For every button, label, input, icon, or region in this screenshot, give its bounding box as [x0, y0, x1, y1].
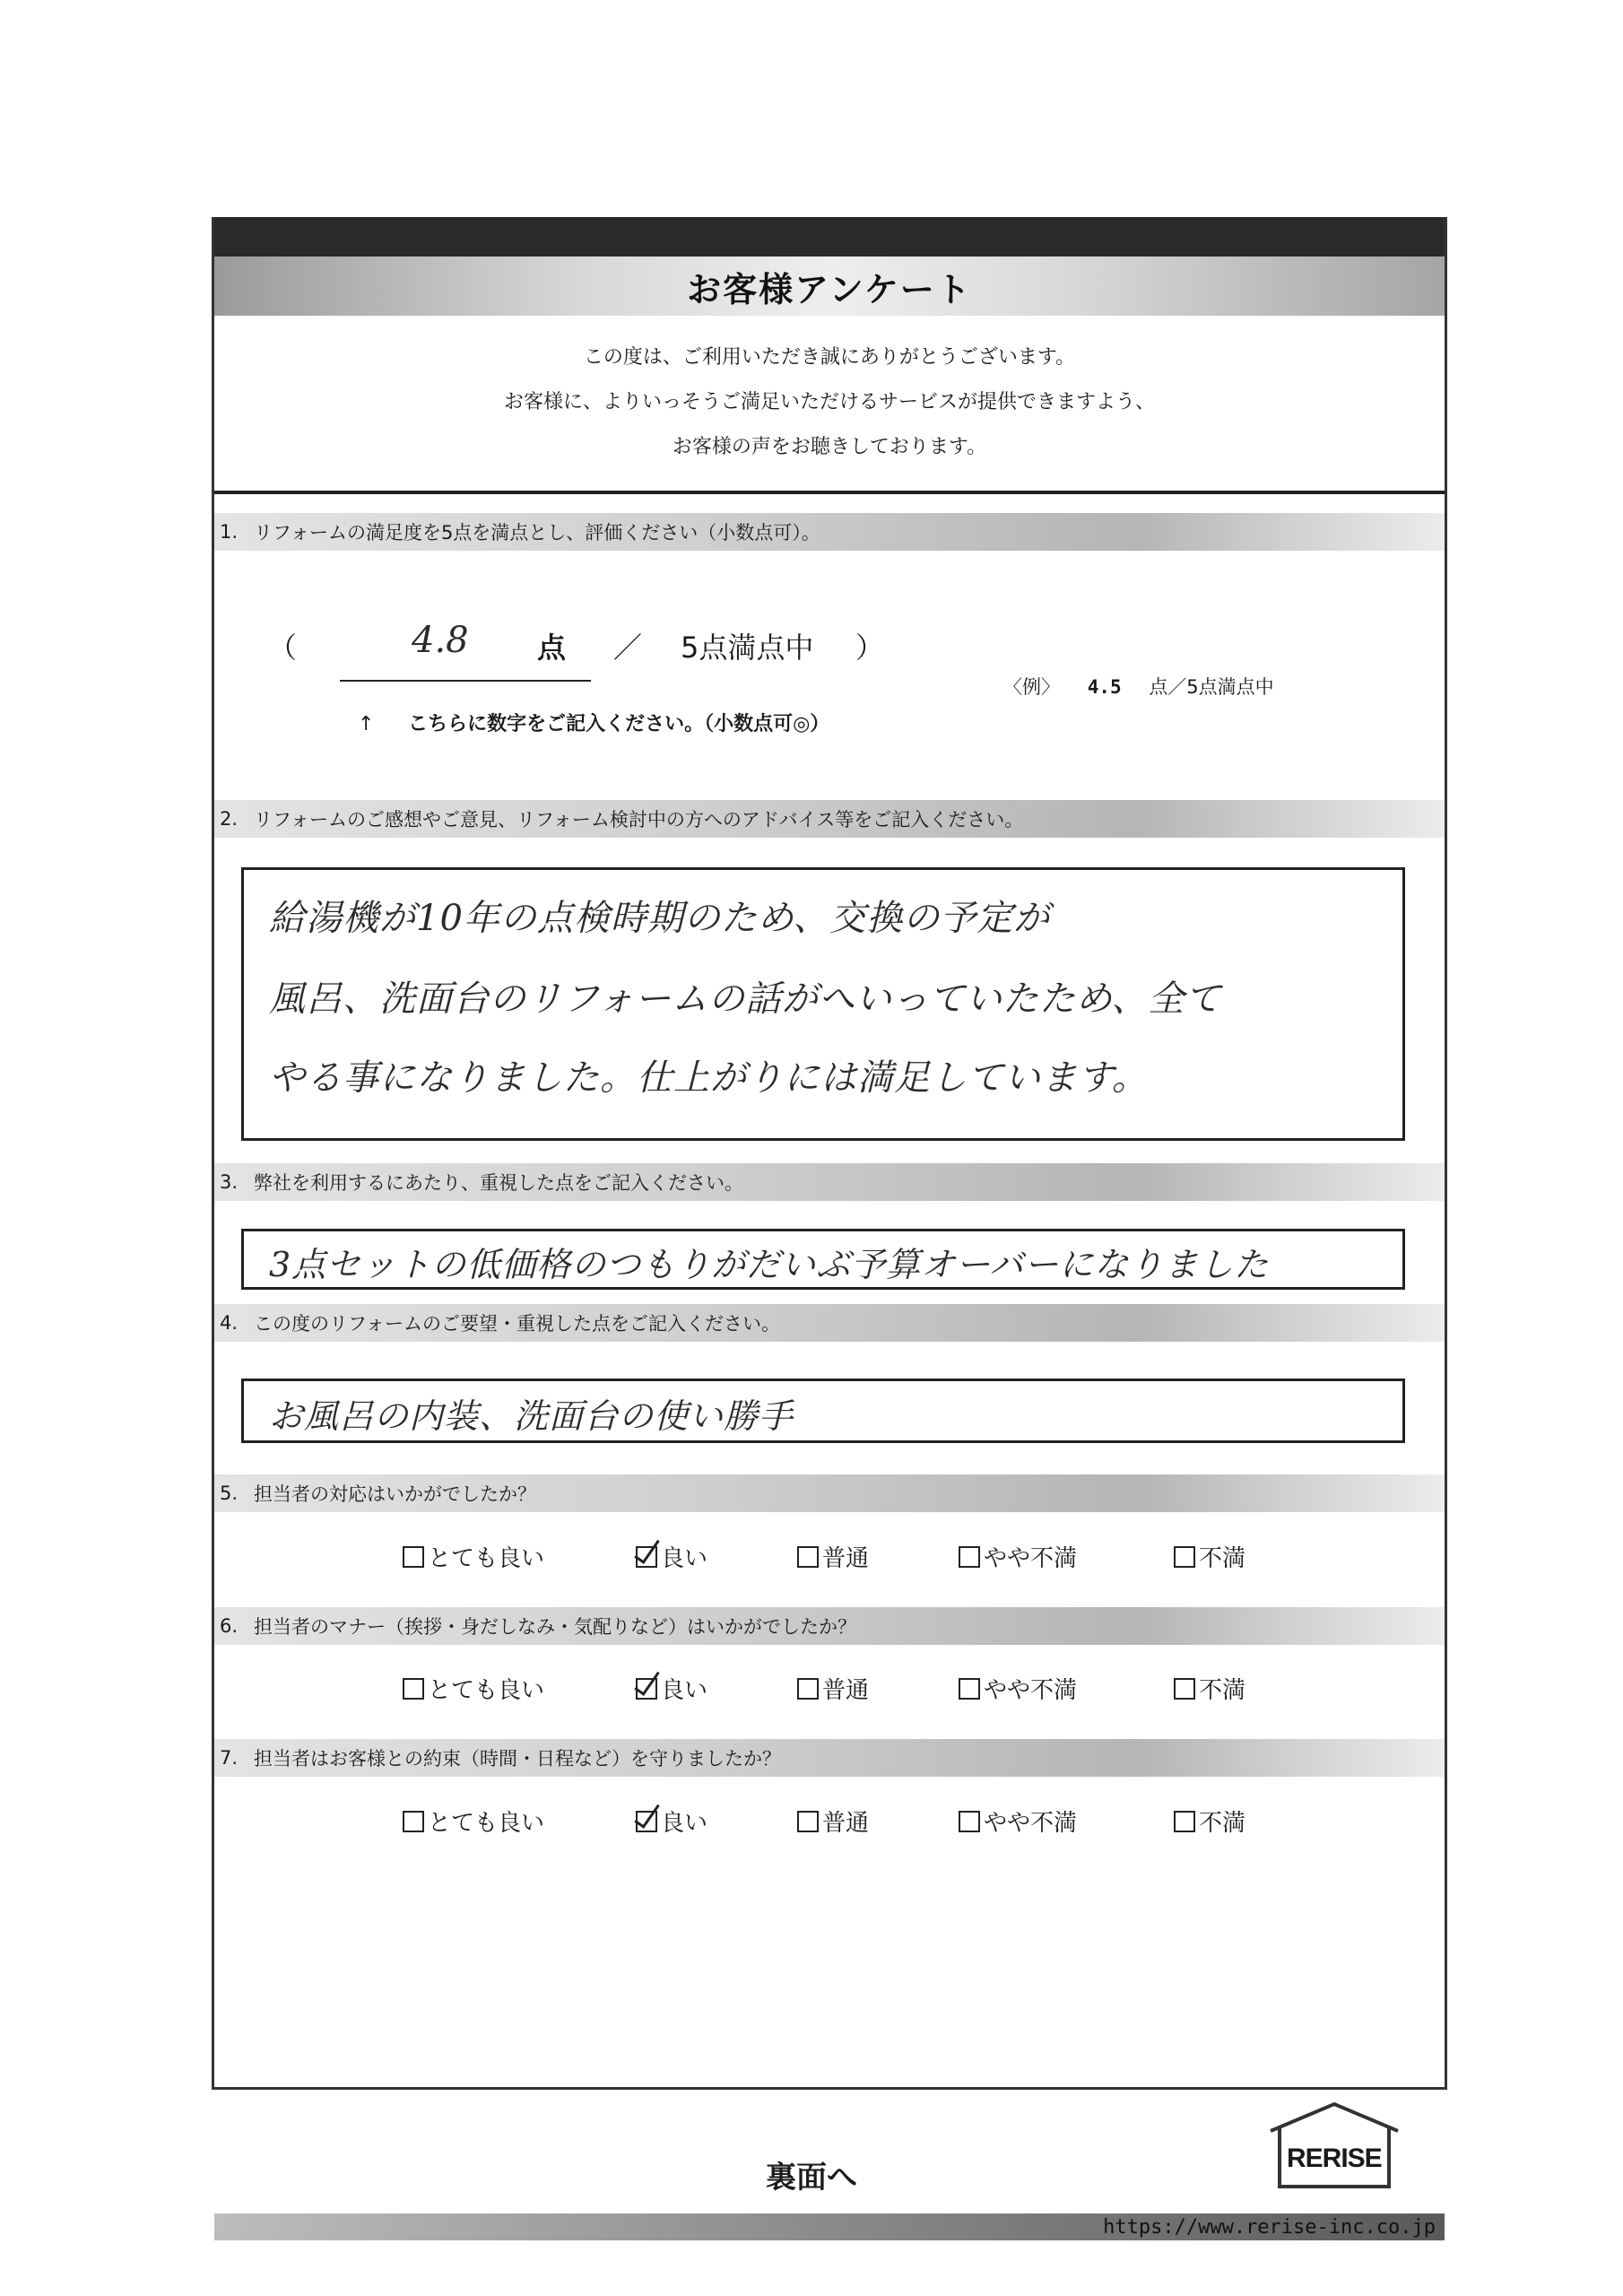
question-text: 担当者はお客様との約束（時間・日程など）を守りましたか？ [254, 1748, 781, 1770]
score-unit: 点 [537, 631, 567, 665]
example-suffix: 点／5点満点中 [1149, 676, 1274, 698]
checkbox-icon[interactable] [403, 1811, 424, 1832]
question-number: 5. [220, 1483, 239, 1504]
option-good[interactable]: 良い [636, 1672, 707, 1705]
question-text: この度のリフォームのご要望・重視した点をご記入ください。 [254, 1313, 780, 1335]
website-url[interactable]: https://www.rerise-inc.co.jp [1103, 2215, 1436, 2239]
intro-line: お客様に、よりいっそうご満足いただけるサービスが提供できますよう、 [503, 391, 1155, 413]
score-value[interactable]: 4.8 [412, 620, 469, 661]
intro-line: お客様の声をお聴きしております。 [672, 436, 987, 458]
title-band [214, 257, 1445, 316]
open-paren: （ [268, 631, 298, 665]
header-bar [214, 217, 1445, 257]
footer-bar [214, 2213, 1445, 2240]
option-average[interactable]: 普通 [797, 1672, 869, 1705]
answer-line: お風呂の内装、洗面台の使い勝手 [269, 1396, 794, 1436]
question-1 [214, 513, 1445, 551]
example-score: 4.5 [1087, 676, 1122, 698]
slash: ／ [613, 631, 643, 665]
checked-checkbox-icon[interactable] [636, 1678, 657, 1700]
answer-line: 3点セットの低価格のつもりがだいぶ予算オーバーになりました [269, 1245, 1270, 1284]
question-number: 3. [220, 1171, 239, 1193]
option-very-good[interactable]: とても良い [403, 1805, 544, 1838]
checked-checkbox-icon[interactable] [636, 1546, 657, 1568]
checkbox-icon[interactable] [1174, 1678, 1195, 1700]
checkbox-icon[interactable] [1174, 1811, 1195, 1832]
question-number: 4. [220, 1312, 239, 1334]
checkbox-icon[interactable] [403, 1678, 424, 1700]
question-number: 6. [220, 1615, 239, 1637]
question-text: 担当者の対応はいかがでしたか？ [254, 1483, 536, 1505]
question-5 [214, 1474, 1445, 1512]
question-text: リフォームのご感想やご意見、リフォーム検討中の方へのアドバイス等をご記入ください。 [254, 809, 1024, 831]
question-2 [214, 800, 1445, 838]
answer-line: 風呂、洗面台のリフォームの話がへいっていたため、全て [269, 978, 1222, 1020]
logo-text: RERISE [1287, 2144, 1382, 2173]
checkbox-icon[interactable] [959, 1811, 980, 1832]
option-dissatisfied[interactable]: 不満 [1174, 1540, 1245, 1573]
option-dissatisfied[interactable]: 不満 [1174, 1805, 1245, 1838]
checkbox-icon[interactable] [797, 1678, 819, 1700]
question-number: 7. [220, 1747, 239, 1769]
up-arrow-icon: ↑ [358, 713, 375, 735]
question-7 [214, 1739, 1445, 1777]
back-side-label: 裏面へ [766, 2160, 857, 2196]
intro-text [214, 335, 1445, 470]
option-somewhat-dissatisfied[interactable]: やや不満 [959, 1672, 1077, 1705]
close-paren: ） [855, 631, 885, 665]
score-note [358, 709, 829, 736]
checkbox-icon[interactable] [797, 1546, 819, 1568]
checkbox-icon[interactable] [959, 1678, 980, 1700]
survey-sheet [212, 217, 1447, 2239]
option-average[interactable]: 普通 [797, 1805, 869, 1838]
note-text: こちらに数字をご記入ください。（小数点可◎） [408, 713, 830, 735]
rating-options-6 [403, 1672, 1299, 1708]
checked-checkbox-icon[interactable] [636, 1811, 657, 1832]
answer-box-3[interactable] [241, 1229, 1405, 1290]
question-text: 弊社を利用するにあたり、重視した点をご記入ください。 [254, 1172, 743, 1194]
example-label: 〈例〉 [1003, 676, 1060, 698]
company-logo [1267, 2100, 1402, 2190]
checkbox-icon[interactable] [959, 1546, 980, 1568]
option-dissatisfied[interactable]: 不満 [1174, 1672, 1245, 1705]
question-number: 2. [220, 808, 239, 830]
checkbox-icon[interactable] [797, 1811, 819, 1832]
answer-box-4[interactable] [241, 1378, 1405, 1443]
rating-options-7 [403, 1805, 1299, 1840]
page-title: お客様アンケート [687, 269, 972, 309]
answer-box-2[interactable] [241, 867, 1405, 1141]
question-6 [214, 1607, 1445, 1645]
question-4 [214, 1304, 1445, 1342]
option-average[interactable]: 普通 [797, 1540, 869, 1573]
option-somewhat-dissatisfied[interactable]: やや不満 [959, 1540, 1077, 1573]
divider [214, 491, 1445, 494]
max-score: 5点満点中 [681, 631, 814, 665]
checkbox-icon[interactable] [1174, 1546, 1195, 1568]
score-row [268, 620, 896, 679]
option-very-good[interactable]: とても良い [403, 1672, 544, 1705]
question-text: リフォームの満足度を5点を満点とし、評価ください（小数点可）。 [254, 522, 820, 544]
option-good[interactable]: 良い [636, 1540, 707, 1573]
score-underline [340, 680, 591, 682]
option-somewhat-dissatisfied[interactable]: やや不満 [959, 1805, 1077, 1838]
checkbox-icon[interactable] [403, 1546, 424, 1568]
example [1003, 673, 1296, 700]
intro-line: この度は、ご利用いただき誠にありがとうございます。 [583, 346, 1076, 369]
question-text: 担当者のマナー（挨拶・身だしなみ・気配りなど）はいかがでしたか？ [254, 1616, 856, 1638]
answer-line: 給湯機が10年の点検時期のため、交換の予定が [269, 898, 1051, 939]
option-good[interactable]: 良い [636, 1805, 707, 1838]
question-3 [214, 1163, 1445, 1201]
option-very-good[interactable]: とても良い [403, 1540, 544, 1573]
answer-line: やる事になりました。仕上がりには満足しています。 [269, 1057, 1149, 1099]
question-number: 1. [220, 521, 239, 543]
rating-options-5 [403, 1540, 1299, 1576]
